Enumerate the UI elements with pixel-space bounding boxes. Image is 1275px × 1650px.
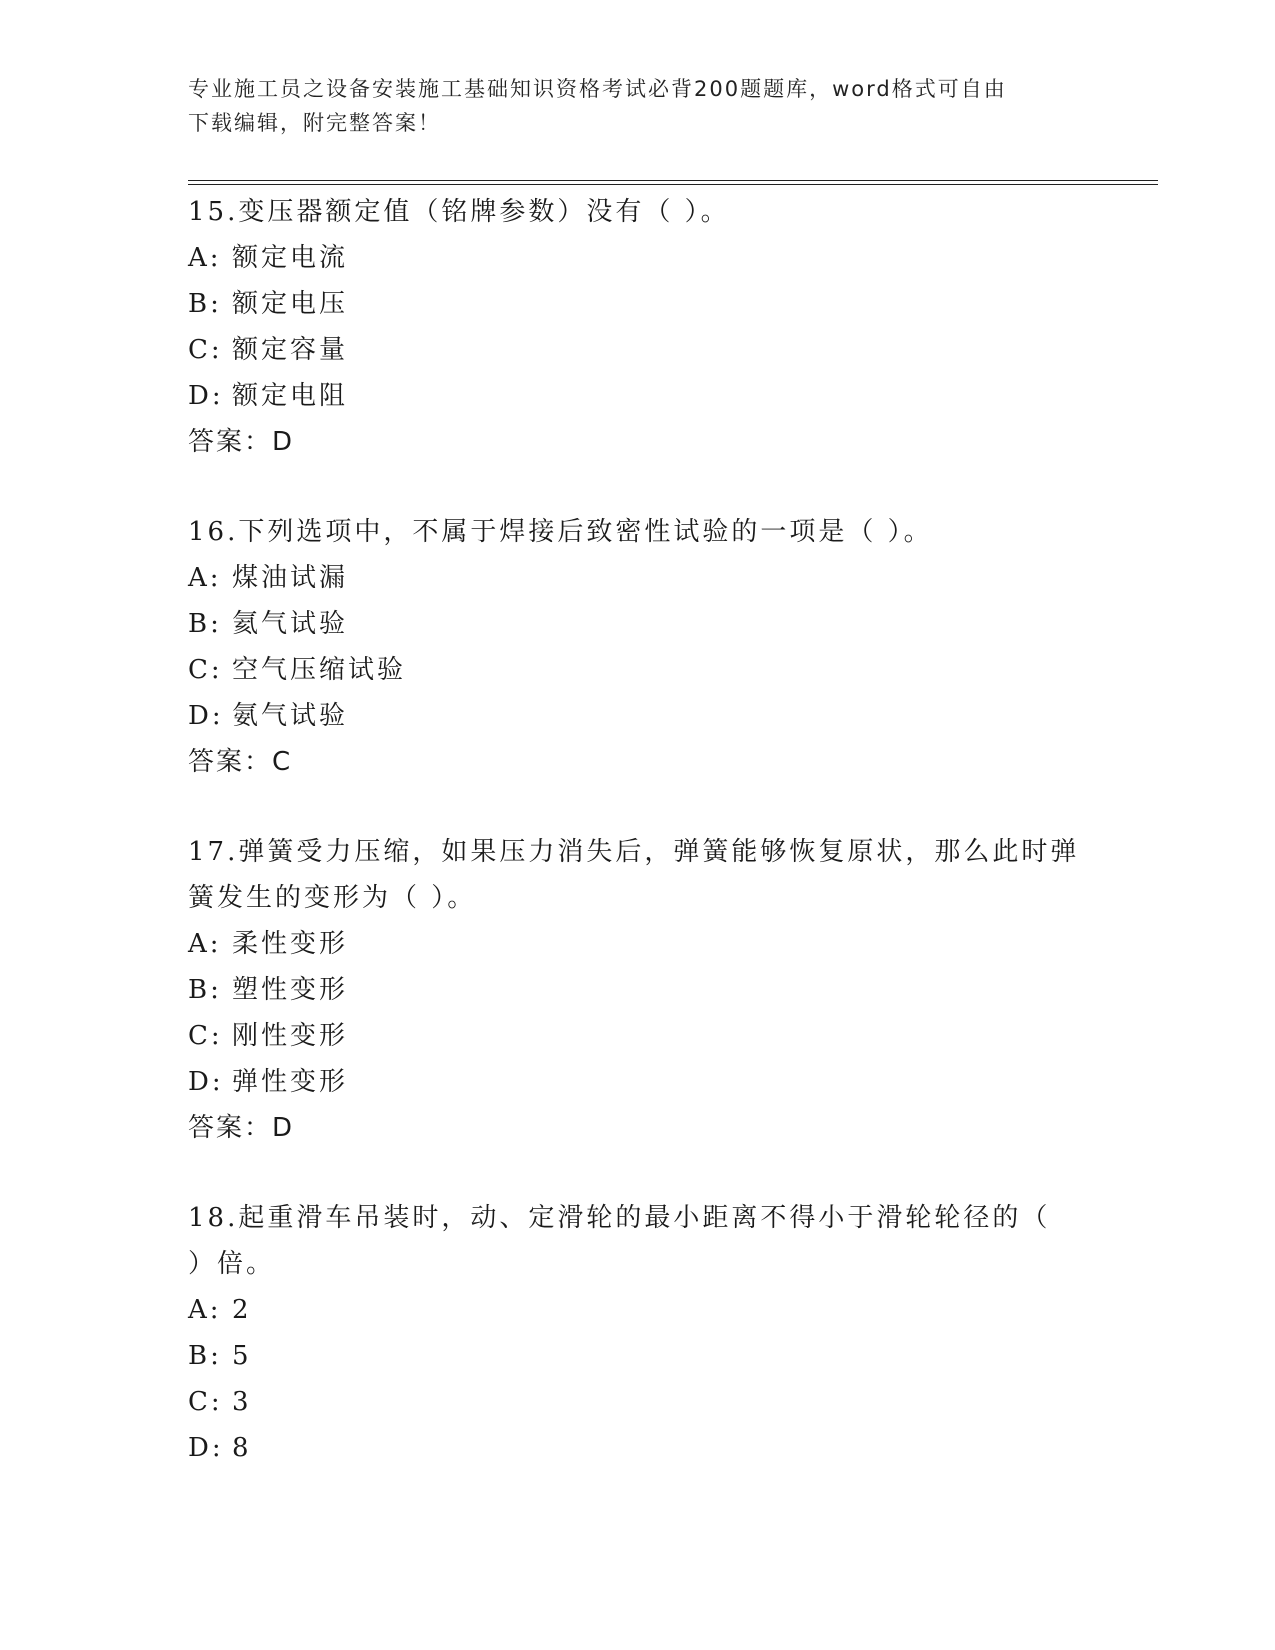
option-letter: B: xyxy=(188,609,222,639)
option-text: 塑性变形 xyxy=(232,975,349,1005)
option-c xyxy=(188,1379,1088,1425)
option-letter: D: xyxy=(188,701,224,731)
option-letter: A: xyxy=(188,929,222,959)
option-d xyxy=(188,1425,1088,1471)
question-16 xyxy=(188,509,1088,785)
question-stem-line-1: 17.弹簧受力压缩，如果压力消失后，弹簧能够恢复原状，那么此时弹 xyxy=(188,837,1080,867)
option-letter: B: xyxy=(188,975,222,1005)
header-line-1: 专业施工员之设备安装施工基础知识资格考试必背200题题库，word格式可自由 xyxy=(188,77,1007,101)
header-line-2: 下载编辑，附完整答案！ xyxy=(188,111,441,135)
option-b xyxy=(188,1333,1088,1379)
question-stem-line-2: 簧发生的变形为（ ）。 xyxy=(188,883,477,913)
option-letter: C: xyxy=(188,655,223,685)
option-letter: A: xyxy=(188,563,222,593)
option-a xyxy=(188,921,1088,967)
option-c xyxy=(188,647,1088,693)
option-d xyxy=(188,693,1088,739)
question-18 xyxy=(188,1195,1088,1471)
answer-line: 答案：D xyxy=(188,1113,295,1143)
option-letter: D: xyxy=(188,1433,224,1463)
header-divider-bottom xyxy=(188,184,1158,185)
option-c xyxy=(188,1013,1088,1059)
option-text: 柔性变形 xyxy=(232,929,349,959)
option-text: 额定电压 xyxy=(232,289,349,319)
option-text: 煤油试漏 xyxy=(232,563,349,593)
option-text: 氨气试验 xyxy=(232,701,349,731)
question-stem: 15.变压器额定值（铭牌参数）没有（ ）。 xyxy=(188,197,730,227)
option-text: 8 xyxy=(232,1433,252,1463)
header-divider-top xyxy=(188,180,1158,181)
option-text: 5 xyxy=(232,1341,252,1371)
document-header xyxy=(188,72,1068,140)
option-letter: A: xyxy=(188,1295,222,1325)
option-letter: D: xyxy=(188,381,224,411)
option-a xyxy=(188,235,1088,281)
option-letter: A: xyxy=(188,243,222,273)
option-d xyxy=(188,1059,1088,1105)
option-d xyxy=(188,373,1088,419)
question-17 xyxy=(188,829,1088,1151)
answer-line: 答案：D xyxy=(188,427,295,457)
option-a xyxy=(188,555,1088,601)
question-15 xyxy=(188,189,1088,465)
option-letter: D: xyxy=(188,1067,224,1097)
option-b xyxy=(188,967,1088,1013)
question-stem-line-2: ）倍。 xyxy=(188,1249,276,1279)
option-text: 额定电阻 xyxy=(232,381,349,411)
option-letter: B: xyxy=(188,289,222,319)
option-text: 额定电流 xyxy=(232,243,349,273)
option-text: 空气压缩试验 xyxy=(232,655,407,685)
option-letter: C: xyxy=(188,1021,223,1051)
option-text: 弹性变形 xyxy=(232,1067,349,1097)
option-text: 2 xyxy=(232,1295,252,1325)
option-letter: B: xyxy=(188,1341,222,1371)
option-b xyxy=(188,281,1088,327)
answer-line: 答案：C xyxy=(188,747,293,777)
option-letter: C: xyxy=(188,1387,223,1417)
option-letter: C: xyxy=(188,335,223,365)
option-text: 3 xyxy=(232,1387,252,1417)
question-stem: 16.下列选项中，不属于焊接后致密性试验的一项是（ ）。 xyxy=(188,517,933,547)
option-text: 刚性变形 xyxy=(232,1021,349,1051)
option-b xyxy=(188,601,1088,647)
option-text: 氦气试验 xyxy=(232,609,349,639)
option-a xyxy=(188,1287,1088,1333)
option-text: 额定容量 xyxy=(232,335,349,365)
option-c xyxy=(188,327,1088,373)
question-stem-line-1: 18.起重滑车吊装时，动、定滑轮的最小距离不得小于滑轮轮径的（ xyxy=(188,1203,1051,1233)
